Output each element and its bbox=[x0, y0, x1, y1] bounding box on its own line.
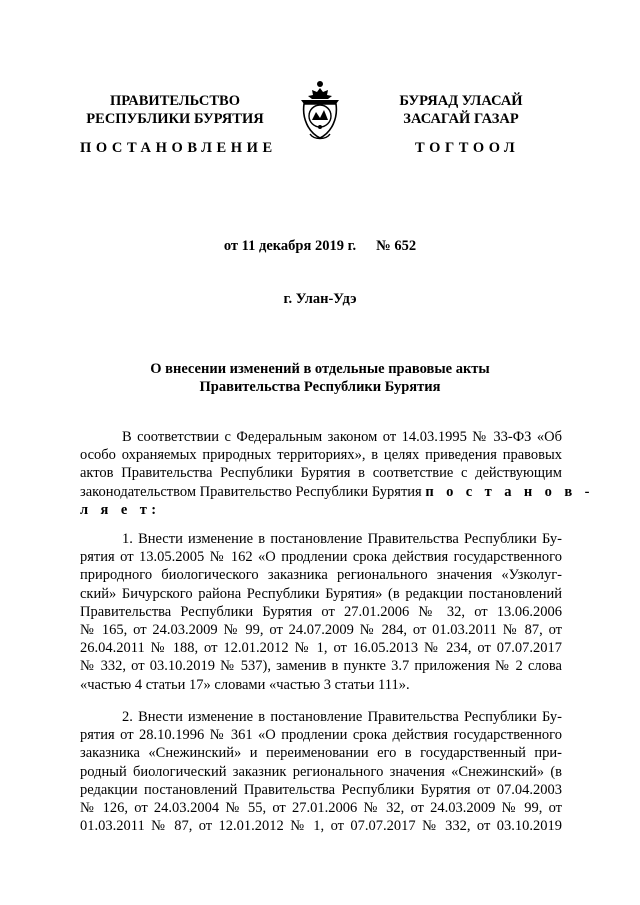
doctype-bua: ТОГТООЛ bbox=[415, 140, 520, 156]
text-line: № 165, от 24.03.2009 № 99, от 24.07.2009 № 284, от 01.03.2011 № 87, от bbox=[80, 622, 562, 639]
text-line: Правительства Республики Бурятия от 27.01.2006 № 32, от 13.06.2006 bbox=[80, 603, 562, 620]
decree-city: г. Улан-Удэ bbox=[283, 291, 357, 307]
item-2-paragraph bbox=[80, 708, 562, 835]
text-line: 01.03.2011 № 87, от 12.01.2012 № 1, от 07.07.2017 № 332, от 03.10.2019 bbox=[80, 818, 562, 835]
text-line: «частью 4 статьи 17» словами «частью 3 статьи 111». bbox=[80, 676, 410, 693]
text-line: № 332, от 03.10.2019 № 537), заменив в пункте 3.7 приложения № 2 слова bbox=[80, 658, 562, 675]
text-line: особо охраняемых природных территориях», в целях приведения правовых bbox=[80, 447, 562, 464]
text-line: № 126, от 24.03.2004 № 55, от 27.01.2006 № 32, от 24.03.2009 № 99, от bbox=[80, 800, 562, 817]
text-line: ский» Бичурского района Республики Бурятия» (в редакции постановлений bbox=[80, 585, 562, 602]
header-left-line1: ПРАВИТЕЛЬСТВО bbox=[110, 93, 240, 109]
text-line: рятия от 13.05.2005 № 162 «О продлении срока действия государственного bbox=[80, 549, 562, 566]
resolves-emphasis: п о с т а н о в - bbox=[425, 483, 594, 500]
text-line: заказника «Снежинский» и переименовании его в государственный при- bbox=[80, 745, 562, 762]
text-line: родный биологический заказник регионального значения «Снежинский» (в bbox=[80, 763, 562, 780]
decree-title-line1: О внесении изменений в отдельные правовые акты bbox=[150, 361, 490, 377]
coat-of-arms-icon bbox=[296, 78, 344, 144]
doctype-ru: ПОСТАНОВЛЕНИЕ bbox=[80, 140, 277, 156]
text-line: 2. Внести изменение в постановление Правительства Республики Бу- bbox=[122, 709, 562, 725]
government-header-ru bbox=[80, 92, 270, 128]
header-right-line1: БУРЯАД УЛАСАЙ bbox=[399, 93, 523, 109]
text-line: актов Правительства Республики Бурятия в соответствие с действующим bbox=[80, 465, 562, 482]
header-left-line2: РЕСПУБЛИКИ БУРЯТИЯ bbox=[86, 111, 264, 127]
text-line: природного биологического заказника регионального значения «Узколуг- bbox=[80, 567, 562, 584]
header-right-line2: ЗАСАГАЙ ГАЗАР bbox=[403, 111, 519, 127]
government-header-bua bbox=[366, 92, 556, 128]
decree-date-number bbox=[0, 237, 640, 255]
text-line: В соответствии с Федеральным законом от 14.03.1995 № 33-ФЗ «Об bbox=[122, 429, 562, 445]
decree-date: от 11 декабря 2019 г. bbox=[223, 238, 357, 254]
text-line bbox=[80, 483, 594, 501]
text-line: редакции постановлений Правительства Республики Бурятия от 07.04.2003 bbox=[80, 781, 562, 798]
decree-title-line2: Правительства Республики Бурятия bbox=[199, 379, 441, 395]
text-line: 1. Внести изменение в постановление Правительства Республики Бу- bbox=[122, 531, 562, 547]
item-1-paragraph bbox=[80, 530, 562, 694]
text-line: рятия от 28.10.1996 № 361 «О продлении срока действия государственного bbox=[80, 727, 562, 744]
text-line-start: законодательством Правительство Республики Бурятия bbox=[80, 483, 422, 500]
decree-number: № 652 bbox=[376, 238, 417, 254]
preamble-paragraph bbox=[80, 428, 594, 519]
decree-title bbox=[0, 360, 640, 396]
text-line: 26.04.2011 № 188, от 12.01.2012 № 1, от 16.05.2013 № 234, от 07.07.2017 bbox=[80, 640, 562, 657]
resolves-emphasis-end: л я е т: bbox=[80, 501, 161, 518]
